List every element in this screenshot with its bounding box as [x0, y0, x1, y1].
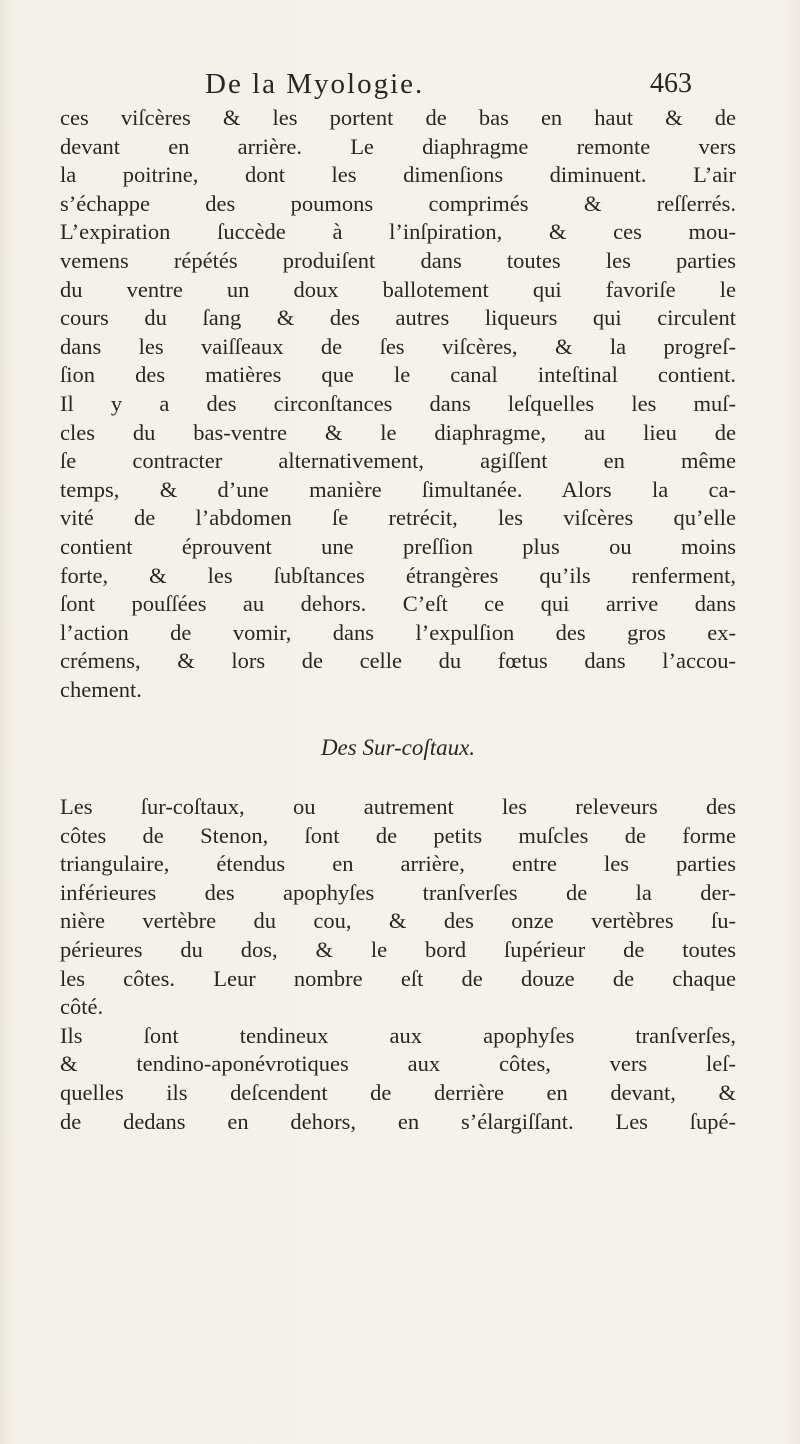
- text-line: s’échappe des poumons comprimés & reſſerrés.: [60, 190, 736, 216]
- paragraph-3: [60, 1022, 736, 1136]
- page-number: 463: [650, 68, 692, 99]
- text-line: chement.: [60, 676, 142, 702]
- text-line: quelles ils deſcendent de derrière en devant, &: [60, 1080, 736, 1105]
- text-line: ſe contracter alternativement, agiſſent en même: [60, 448, 736, 474]
- text-line: forte, & les ſubſtances étrangères qu’ils renferment,: [60, 562, 736, 588]
- text-line: nière vertèbre du cou, & des onze vertèbres ſu-: [60, 908, 736, 934]
- text-line: ſont pouſſées au dehors. C’eſt ce qui arrive dans: [60, 591, 736, 617]
- text-line: & tendino-aponévrotiques aux côtes, vers leſ-: [60, 1051, 736, 1077]
- text-line: vemens répétés produiſent dans toutes les parties: [60, 247, 736, 273]
- text-line: contient éprouvent une preſſion plus ou moins: [60, 533, 736, 559]
- text-line: côtes de Stenon, ſont de petits muſcles de forme: [60, 822, 736, 848]
- text-line: Ils ſont tendineux aux apophyſes tranſverſes,: [60, 1022, 736, 1048]
- text-line: de dedans en dehors, en s’élargiſſant. Les ſupé-: [60, 1108, 736, 1134]
- body-text: [60, 104, 736, 1136]
- text-line: crémens, & lors de celle du fœtus dans l’accou-: [60, 648, 736, 674]
- section-title: Des Sur-coſtaux.: [320, 735, 476, 761]
- text-line: côté.: [60, 994, 104, 1020]
- running-head: [0, 64, 800, 104]
- text-line: Les ſur-coſtaux, ou autrement les releveurs des: [60, 794, 736, 820]
- text-line: triangulaire, étendus en arrière, entre les parties: [60, 851, 736, 877]
- text-line: périeures du dos, & le bord ſupérieur de toutes: [60, 937, 736, 963]
- text-line: cles du bas-ventre & le diaphragme, au lieu de: [60, 419, 736, 445]
- text-line: les côtes. Leur nombre eſt de douze de chaque: [60, 965, 736, 991]
- text-line: Il y a des circonſtances dans leſquelles les muſ-: [60, 390, 736, 416]
- text-line: ces viſcères & les portent de bas en haut & de: [60, 105, 736, 130]
- paragraph-1: [60, 104, 736, 704]
- text-line: du ventre un doux ballotement qui favoriſe le: [60, 276, 736, 302]
- paragraph-2: [60, 793, 736, 1022]
- text-line: inférieures des apophyſes tranſverſes de la der-: [60, 879, 736, 905]
- text-line: la poitrine, dont les dimenſions diminuent. L’air: [60, 162, 736, 188]
- text-line: devant en arrière. Le diaphragme remonte vers: [60, 133, 736, 159]
- text-line: L’expiration ſuccède à l’inſpiration, & ces mou-: [60, 219, 736, 245]
- text-line: cours du ſang & des autres liqueurs qui circulent: [60, 305, 736, 331]
- text-line: vité de l’abdomen ſe retrécit, les viſcères qu’elle: [60, 505, 736, 531]
- text-line: ſion des matières que le canal inteſtinal contient.: [60, 362, 736, 388]
- text-line: l’action de vomir, dans l’expulſion des gros ex-: [60, 619, 736, 645]
- running-head-title: De la Myologie.: [205, 68, 425, 100]
- text-line: temps, & d’une manière ſimultanée. Alors la ca-: [60, 476, 736, 502]
- text-line: dans les vaiſſeaux de ſes viſcères, & la progreſ-: [60, 333, 736, 359]
